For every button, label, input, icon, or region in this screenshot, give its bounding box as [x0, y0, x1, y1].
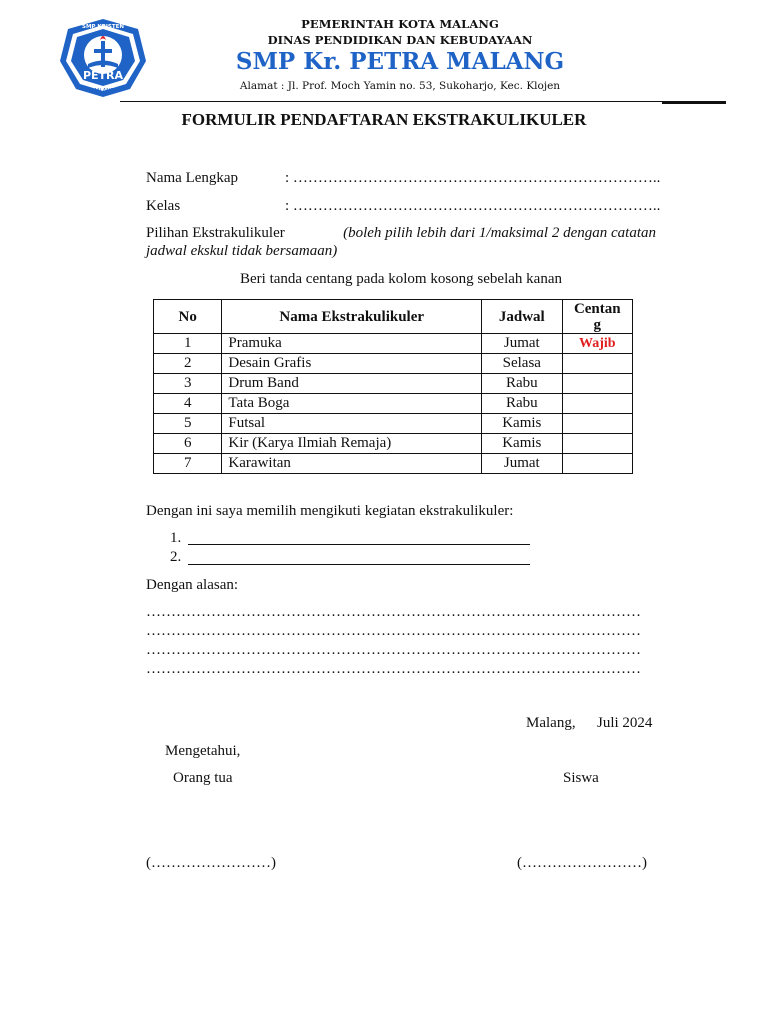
reason-label: Dengan alasan:	[146, 577, 239, 593]
reason-line-4[interactable]: ………………………………………………………………………………………	[146, 661, 641, 677]
row-no: 2	[154, 354, 222, 374]
header-no: No	[154, 300, 222, 334]
row-name: Kir (Karya Ilmiah Remaja)	[222, 434, 482, 454]
svg-text:PETRA: PETRA	[82, 69, 124, 82]
header-schedule: Jadwal	[482, 300, 563, 334]
svg-text:MALANG: MALANG	[92, 88, 114, 94]
row-check-box[interactable]	[562, 394, 632, 414]
row-check-box[interactable]	[562, 414, 632, 434]
class-label: Kelas	[146, 198, 181, 214]
table-row	[154, 394, 633, 414]
header-check: Centan g	[562, 300, 632, 334]
row-check-box[interactable]	[562, 374, 632, 394]
choice-note-2: jadwal ekskul tidak bersamaan)	[146, 243, 338, 259]
row-schedule: Rabu	[482, 374, 563, 394]
header-divider-thick	[662, 102, 726, 104]
table-header-row	[154, 300, 633, 334]
student-label: Siswa	[563, 770, 599, 786]
instruction-text: Beri tanda centang pada kolom kosong sebelah kanan	[240, 271, 562, 287]
sign-date: Juli 2024	[597, 715, 653, 731]
row-schedule: Kamis	[482, 414, 563, 434]
row-check-required: Wajib	[562, 334, 632, 354]
header-address: Alamat : Jl. Prof. Moch Yamin no. 53, Sukoharjo, Kec. Klojen	[239, 80, 561, 92]
parent-signature-blank[interactable]: (……………………)	[146, 855, 276, 871]
row-check-box[interactable]	[562, 454, 632, 474]
reason-line-1[interactable]: ………………………………………………………………………………………	[146, 604, 641, 620]
parent-label: Orang tua	[173, 770, 233, 786]
choice-number-2: 2.	[170, 549, 182, 565]
choice-line-1	[146, 225, 656, 242]
class-field[interactable]: : ………………………………………………………………..	[285, 198, 661, 214]
choice-input-1[interactable]	[188, 544, 530, 545]
reason-line-3[interactable]: ………………………………………………………………………………………	[146, 642, 641, 658]
table-row	[154, 354, 633, 374]
row-no: 1	[154, 334, 222, 354]
row-schedule: Rabu	[482, 394, 563, 414]
row-no: 6	[154, 434, 222, 454]
reason-line-2[interactable]: ………………………………………………………………………………………	[146, 623, 641, 639]
table-row	[154, 454, 633, 474]
row-name: Pramuka	[222, 334, 482, 354]
header-government: PEMERINTAH KOTA MALANG	[301, 17, 499, 31]
table-row	[154, 334, 633, 354]
sign-place: Malang,	[526, 715, 576, 731]
row-name: Futsal	[222, 414, 482, 434]
name-field[interactable]: : ………………………………………………………………..	[285, 170, 661, 186]
row-no: 3	[154, 374, 222, 394]
table-row	[154, 414, 633, 434]
header-name: Nama Ekstrakulikuler	[222, 300, 482, 334]
row-check-box[interactable]	[562, 354, 632, 374]
header-divider	[120, 101, 726, 102]
header-school-name: SMP Kr. PETRA MALANG	[235, 48, 565, 75]
header-department: DINAS PENDIDIKAN DAN KEBUDAYAAN	[267, 33, 533, 47]
row-schedule: Jumat	[482, 334, 563, 354]
name-label: Nama Lengkap	[146, 170, 239, 186]
row-name: Desain Grafis	[222, 354, 482, 374]
table-row	[154, 434, 633, 454]
form-title: FORMULIR PENDAFTARAN EKSTRAKULIKULER	[181, 110, 587, 129]
row-no: 5	[154, 414, 222, 434]
row-name: Drum Band	[222, 374, 482, 394]
row-check-box[interactable]	[562, 434, 632, 454]
table-row	[154, 374, 633, 394]
choice-label: Pilihan Ekstrakulikuler	[146, 225, 285, 241]
choice-input-2[interactable]	[188, 564, 530, 565]
choice-note: (boleh pilih lebih dari 1/maksimal 2 dengan catatan	[343, 225, 656, 241]
row-no: 7	[154, 454, 222, 474]
statement-text: Dengan ini saya memilih mengikuti kegiatan ekstrakulikuler:	[146, 503, 514, 519]
row-schedule: Selasa	[482, 354, 563, 374]
row-schedule: Kamis	[482, 434, 563, 454]
row-schedule: Jumat	[482, 454, 563, 474]
row-name: Tata Boga	[222, 394, 482, 414]
svg-text:SMP KRISTEN: SMP KRISTEN	[82, 24, 124, 30]
student-signature-blank[interactable]: (……………………)	[517, 855, 647, 871]
choice-number-1: 1.	[170, 530, 182, 546]
school-logo	[58, 17, 148, 99]
row-no: 4	[154, 394, 222, 414]
extracurricular-table	[153, 299, 633, 474]
acknowledge-text: Mengetahui,	[165, 743, 241, 759]
row-name: Karawitan	[222, 454, 482, 474]
